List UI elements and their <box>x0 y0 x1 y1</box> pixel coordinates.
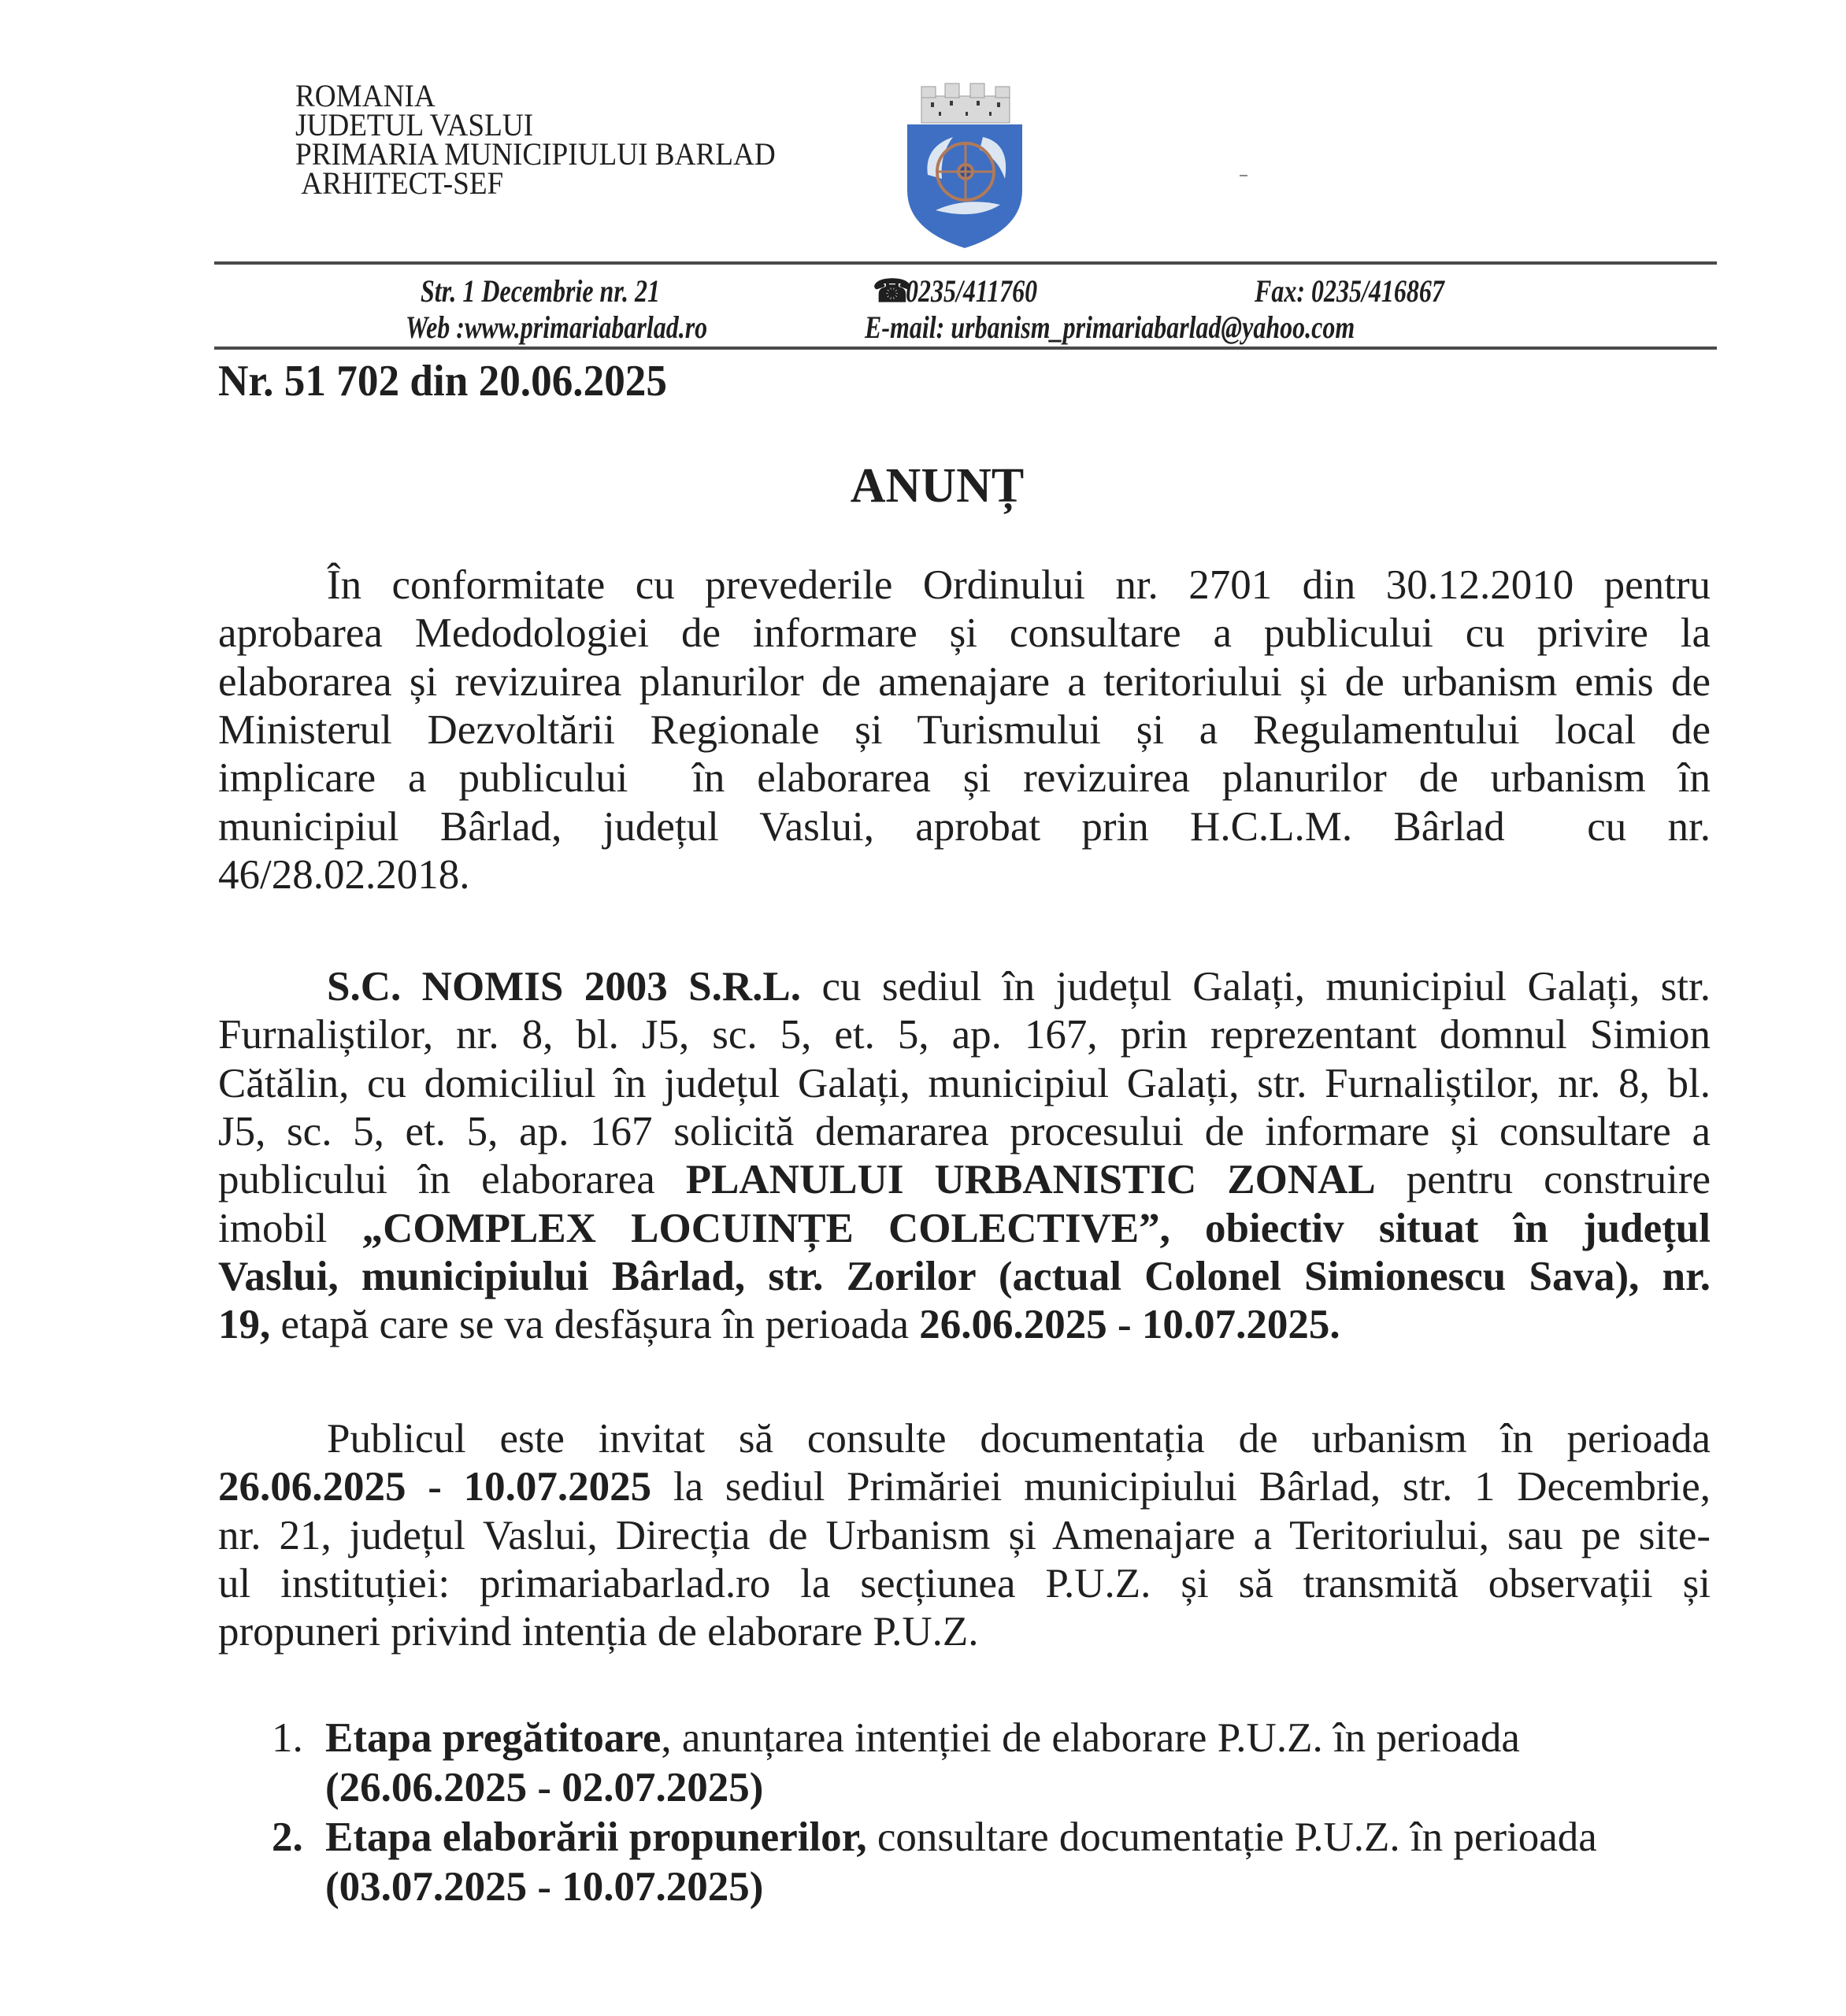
bold-text: Etapa elaborării propunerilor, <box>325 1814 867 1860</box>
text: J5, sc. 5, et. 5, ap. 167 solicită demararea procesului de informare și consultare a <box>218 1108 1711 1154</box>
header-county: JUDETUL VASLUI <box>295 107 534 143</box>
paragraph-2-line <box>218 1014 1711 1056</box>
text: etapă care se va desfășura în perioada <box>270 1302 920 1348</box>
contact-phone: 0235/411760 <box>906 273 1038 309</box>
contact-fax: Fax: 0235/416867 <box>1255 273 1444 309</box>
text: Furnaliștilor, nr. 8, bl. J5, sc. 5, et. 5, ap. 167, prin reprezentant domnul Simion <box>218 1012 1711 1058</box>
header-rule-bottom <box>214 346 1717 350</box>
text: la sediul Primăriei municipiului Bârlad, str. 1 Decembrie, <box>651 1464 1711 1510</box>
bold-text: 26.06.2025 - 10.07.2025 <box>218 1464 652 1510</box>
header-department: ARHITECT-SEF <box>295 165 504 201</box>
text: aprobarea Medodologiei de informare și consultare a publicului cu privire la <box>218 610 1711 657</box>
text: publicului în elaborarea <box>218 1157 686 1203</box>
stage-number: 2. <box>272 1814 303 1860</box>
text: Cătălin, cu domiciliul în județul Galați, municipiul Galați, str. Furnaliștilor, nr. 8, bl. <box>218 1060 1711 1106</box>
paragraph-1-line <box>218 610 1711 657</box>
document-title: ANUNȚ <box>850 459 1025 513</box>
paragraph-2-line <box>218 1205 1711 1251</box>
text: propuneri privind intenția de elaborare P.U.Z. <box>218 1609 979 1655</box>
bold-text: 26.06.2025 - 10.07.2025. <box>919 1302 1340 1348</box>
paragraph-1-line <box>218 706 1711 753</box>
paragraph-1-line <box>218 851 1711 898</box>
text: 46/28.02.2018. <box>218 851 470 898</box>
bold-text: Etapa pregătitoare <box>325 1715 662 1761</box>
coat-of-arms-icon <box>904 80 1026 250</box>
header-institution: PRIMARIA MUNICIPIULUI BARLAD <box>295 136 776 172</box>
paragraph-1-line <box>218 755 1711 802</box>
header-country: ROMANIA <box>295 78 436 113</box>
bold-text: PLANULUI URBANISTIC ZONAL <box>685 1157 1376 1203</box>
stage-period <box>325 1767 763 1809</box>
text: pentru construire <box>1375 1157 1711 1203</box>
contact-email[interactable]: E-mail: urbanism_primariabarlad@yahoo.com <box>865 309 1355 345</box>
paragraph-3-line <box>327 1418 1711 1460</box>
text: ul instituției: primariabarlad.ro la secțiunea P.U.Z. și să transmită observații și <box>218 1560 1711 1606</box>
paragraph-3-line <box>218 1611 1711 1653</box>
stage-description <box>325 1715 1520 1761</box>
paragraph-2-line <box>218 1060 1711 1106</box>
paragraph-2-line <box>218 1108 1711 1154</box>
bold-text: Vaslui, municipiului Bârlad, str. Zorilor (actual Colonel Simionescu Sava), nr. <box>218 1253 1711 1299</box>
text: În conformitate cu prevederile Ordinului nr. 2701 din 30.12.2010 pentru <box>327 562 1711 608</box>
paragraph-3-line <box>218 1560 1711 1606</box>
text: elaborarea și revizuirea planurilor de amenajare a teritoriului și de urbanism emis de <box>218 658 1711 705</box>
header-rule-top <box>214 261 1717 265</box>
paragraph-2-line <box>218 1304 1711 1346</box>
text: , anunțarea intenției de elaborare P.U.Z. în perioada <box>661 1715 1520 1761</box>
text: imobil <box>218 1205 362 1251</box>
paragraph-3-line <box>218 1466 1711 1508</box>
text: cu sediul în județul Galați, municipiul Galați, str. <box>801 964 1711 1010</box>
paragraph-1-line <box>218 803 1711 850</box>
contact-web[interactable]: Web :www.primariabarlad.ro <box>406 309 708 345</box>
paragraph-2-line <box>218 1253 1711 1299</box>
paragraph-1-line <box>327 562 1711 608</box>
text: Publicul este invitat să consulte documentația de urbanism în perioada <box>327 1416 1711 1462</box>
bold-text: (26.06.2025 - 02.07.2025) <box>325 1765 764 1810</box>
stage-description <box>325 1814 1597 1860</box>
contact-address: Str. 1 Decembrie nr. 21 <box>421 273 661 309</box>
paragraph-2-line <box>327 966 1711 1008</box>
paragraph-1-line <box>218 658 1711 705</box>
text: Ministerul Dezvoltării Regionale și Turismului și a Regulamentului local de <box>218 706 1711 753</box>
document-number: Nr. 51 702 din 20.06.2025 <box>218 357 668 406</box>
bold-text: „COMPLEX LOCUINȚE COLECTIVE”, obiectiv situat în județul <box>361 1205 1711 1251</box>
paragraph-2-line <box>218 1159 1711 1201</box>
text: nr. 21, județul Vaslui, Direcția de Urbanism și Amenajare a Teritoriului, sau pe site- <box>218 1512 1711 1558</box>
bold-text: S.C. NOMIS 2003 S.R.L. <box>327 964 802 1010</box>
bold-text: 19, <box>218 1302 271 1348</box>
telephone-icon: ☎ <box>873 273 912 309</box>
scan-mark <box>1240 175 1247 176</box>
bold-text: (03.07.2025 - 10.07.2025) <box>325 1864 764 1910</box>
stage-period <box>325 1866 763 1908</box>
paragraph-3-line <box>218 1512 1711 1558</box>
text: municipiul Bârlad, județul Vaslui, aprobat prin H.C.L.M. Bârlad cu nr. <box>218 803 1711 850</box>
text: consultare documentație P.U.Z. în perioada <box>866 1814 1597 1860</box>
stage-number: 1. <box>272 1715 303 1761</box>
text: implicare a publicului în elaborarea și revizuirea planurilor de urbanism în <box>218 755 1711 802</box>
